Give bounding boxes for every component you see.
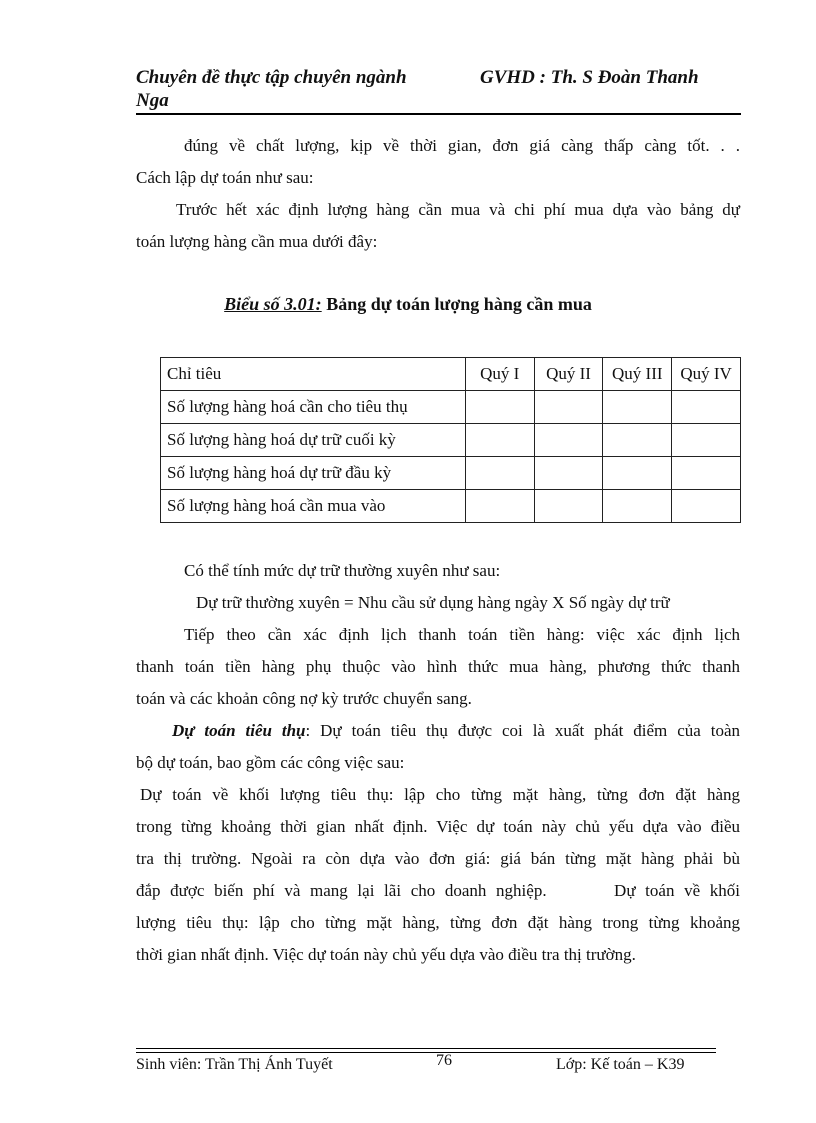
table-header-row: [161, 358, 741, 391]
paragraph-6-line-3: tra thị trường. Ngoài ra còn dựa vào đơn giá: giá bán từng mặt hàng phải bù: [136, 849, 740, 868]
header-cell-indicator: Chỉ tiêu: [161, 358, 466, 391]
header-supervisor: GVHD : Th. S Đoàn Thanh: [480, 67, 699, 88]
footer-student: Sinh viên: Trần Thị Ánh Tuyết: [136, 1056, 333, 1073]
header-title: [136, 66, 436, 112]
paragraph-6-line-4: đắp được biến phí và mang lại lãi cho doanh nghiệp. Dự toán về khối: [136, 881, 740, 900]
formula-line: Dự trữ thường xuyên = Nhu cầu sử dụng hàng ngày X Số ngày dự trữ: [196, 593, 670, 612]
header-cell-q1: Quý I: [465, 358, 534, 391]
table-row: [161, 391, 741, 424]
table-cell: [603, 391, 672, 424]
table-caption: [0, 294, 816, 315]
footer-rule: [136, 1052, 716, 1053]
paragraph-2-line-1: Trước hết xác định lượng hàng cần mua và chi phí mua dựa vào bảng dự: [176, 200, 740, 219]
table-cell: [672, 457, 741, 490]
table-cell: [465, 391, 534, 424]
header-cell-q2: Quý II: [534, 358, 603, 391]
paragraph-5-line-2: bộ dự toán, bao gồm các công việc sau:: [136, 753, 405, 772]
purchase-forecast-table: [160, 357, 741, 523]
footer-rule: [136, 1048, 716, 1049]
table-cell: [534, 457, 603, 490]
table-row: [161, 424, 741, 457]
table-cell: [672, 391, 741, 424]
paragraph-6-line-2: trong từng khoảng thời gian nhất định. Việc dự toán này chủ yếu dựa vào điều: [136, 817, 740, 836]
table-cell: [672, 490, 741, 523]
paragraph-5-line-1: [136, 715, 740, 747]
paragraph-1-line-2: Cách lập dự toán như sau:: [136, 168, 314, 187]
table-row: [161, 490, 741, 523]
paragraph-2-line-2: toán lượng hàng cần mua dưới đây:: [136, 232, 378, 251]
table-cell: [465, 457, 534, 490]
table-cell: [465, 424, 534, 457]
row-label: Số lượng hàng hoá cần mua vào: [161, 490, 466, 523]
header-cell-q3: Quý III: [603, 358, 672, 391]
paragraph-6-line-6: thời gian nhất định. Việc dự toán này chủ yếu dựa vào điều tra thị trường.: [136, 945, 636, 964]
table-cell: [672, 424, 741, 457]
page-number: 76: [436, 1052, 452, 1069]
paragraph-3: [136, 555, 740, 971]
table-cell: [534, 391, 603, 424]
header-title-line1: Chuyên đề thực tập chuyên ngành: [136, 67, 407, 88]
paragraph-6-line-1: Dự toán về khối lượng tiêu thụ: lập cho từng mặt hàng, từng đơn đặt hàng: [140, 785, 740, 804]
table-cell: [603, 457, 672, 490]
row-label: Số lượng hàng hoá dự trữ cuối kỳ: [161, 424, 466, 457]
paragraph-5-line-1-rest: : Dự toán tiêu thụ được coi là xuất phát điểm của toàn: [305, 721, 740, 740]
paragraph-6-line-5: lượng tiêu thụ: lập cho từng mặt hàng, từng đơn đặt hàng trong từng khoảng: [136, 913, 740, 932]
table-cell: [465, 490, 534, 523]
paragraph-4-line-3: toán và các khoản công nợ kỳ trước chuyển sang.: [136, 689, 472, 708]
sales-forecast-term: Dự toán tiêu thụ: [172, 721, 306, 740]
table-cell: [534, 424, 603, 457]
row-label: Số lượng hàng hoá cần cho tiêu thụ: [161, 391, 466, 424]
table-row: [161, 457, 741, 490]
table-cell: [534, 490, 603, 523]
caption-title: Bảng dự toán lượng hàng cần mua: [326, 294, 592, 314]
caption-label: Biểu số 3.01:: [224, 294, 322, 314]
table-cell: [603, 424, 672, 457]
footer-class: Lớp: Kế toán – K39: [556, 1056, 685, 1073]
header-title-line2: Nga: [136, 90, 169, 111]
page-footer: [136, 1048, 716, 1073]
table-cell: [603, 490, 672, 523]
header-cell-q4: Quý IV: [672, 358, 741, 391]
page-header: [136, 66, 741, 115]
paragraph-4-line-1: Tiếp theo cần xác định lịch thanh toán tiền hàng: việc xác định lịch: [184, 625, 740, 644]
row-label: Số lượng hàng hoá dự trữ đầu kỳ: [161, 457, 466, 490]
paragraph-1: [136, 130, 740, 194]
paragraph-3-line-1: Có thể tính mức dự trữ thường xuyên như sau:: [184, 561, 501, 580]
paragraph-4-line-2: thanh toán tiền hàng phụ thuộc vào hình thức mua hàng, phương thức thanh: [136, 657, 740, 676]
paragraph-1-line-1: đúng về chất lượng, kịp về thời gian, đơn giá càng thấp càng tốt. . .: [184, 136, 740, 155]
paragraph-2: [136, 194, 740, 258]
